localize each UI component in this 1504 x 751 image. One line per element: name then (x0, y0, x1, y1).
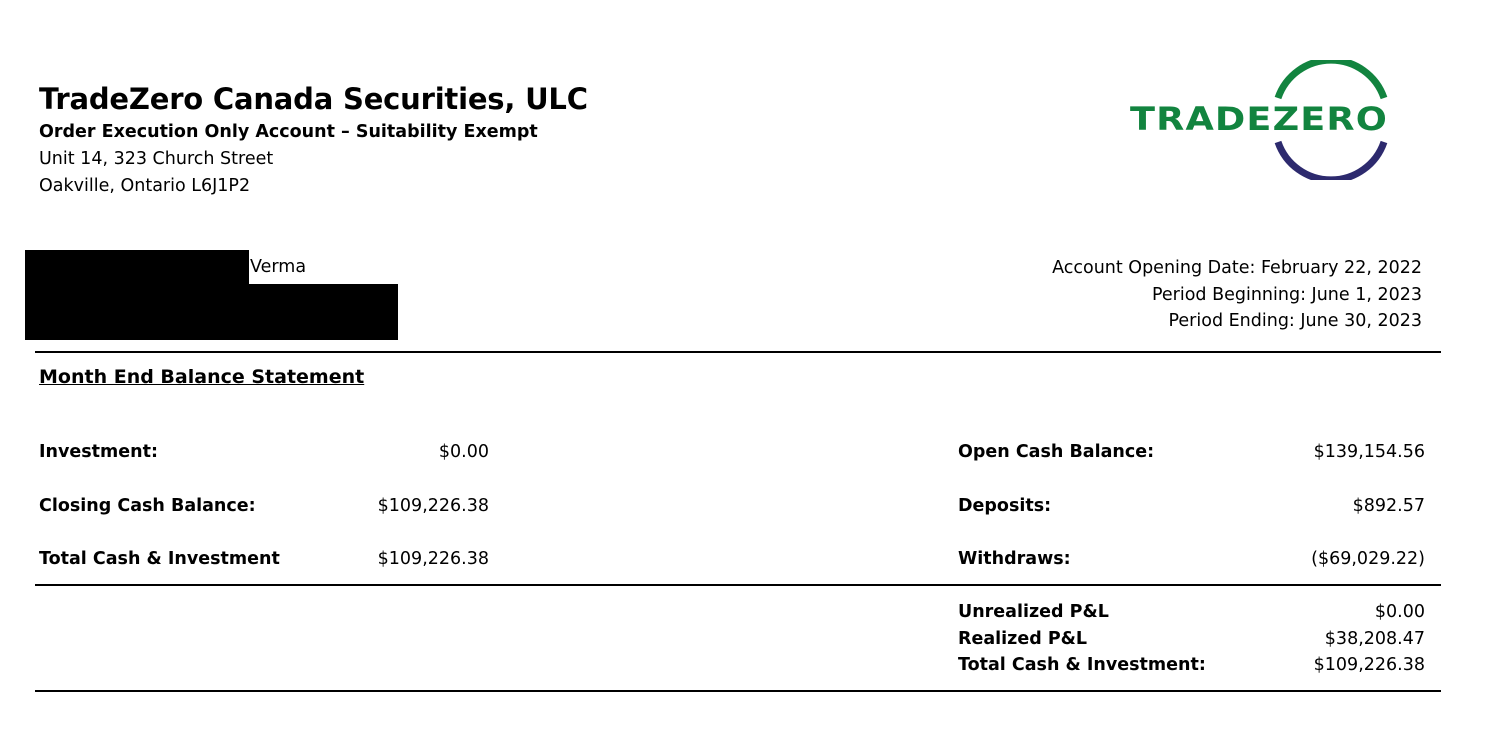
realized-pl-label: Realized P&L (958, 629, 1088, 649)
divider (35, 584, 1441, 586)
period-ending: Period Ending: June 30, 2023 (1168, 311, 1422, 331)
address-line-2: Oakville, Ontario L6J1P2 (39, 176, 251, 196)
client-name: Verma (250, 257, 307, 277)
investment-value: $0.00 (438, 442, 489, 462)
closing-cash-value: $109,226.38 (377, 496, 489, 516)
withdraws-value: ($69,029.22) (1311, 549, 1425, 569)
total-cash-investment-value: $109,226.38 (377, 549, 489, 569)
redaction-block (25, 284, 398, 340)
address-line-1: Unit 14, 323 Church Street (39, 149, 274, 169)
deposits-value: $892.57 (1352, 496, 1425, 516)
closing-cash-label: Closing Cash Balance: (39, 496, 256, 516)
divider (35, 351, 1441, 353)
investment-label: Investment: (39, 442, 158, 462)
statement-title: Month End Balance Statement (39, 366, 365, 388)
unrealized-pl-label: Unrealized P&L (958, 602, 1109, 622)
summary-total-label: Total Cash & Investment: (958, 655, 1206, 675)
deposits-label: Deposits: (958, 496, 1052, 516)
unrealized-pl-value: $0.00 (1374, 602, 1425, 622)
period-beginning: Period Beginning: June 1, 2023 (1151, 285, 1422, 305)
open-cash-balance-value: $139,154.56 (1313, 442, 1425, 462)
divider (35, 690, 1441, 692)
withdraws-label: Withdraws: (958, 549, 1071, 569)
total-cash-investment-label: Total Cash & Investment (39, 549, 280, 569)
logo-text: TRADEZERO (1130, 100, 1388, 138)
tradezero-logo (1128, 60, 1392, 180)
company-name: TradeZero Canada Securities, ULC (39, 82, 588, 116)
account-type: Order Execution Only Account – Suitability Exempt (39, 122, 538, 142)
account-opening-date: Account Opening Date: February 22, 2022 (1052, 258, 1422, 278)
open-cash-balance-label: Open Cash Balance: (958, 442, 1155, 462)
realized-pl-value: $38,208.47 (1324, 629, 1425, 649)
summary-total-value: $109,226.38 (1313, 655, 1425, 675)
redaction-block (25, 250, 249, 286)
